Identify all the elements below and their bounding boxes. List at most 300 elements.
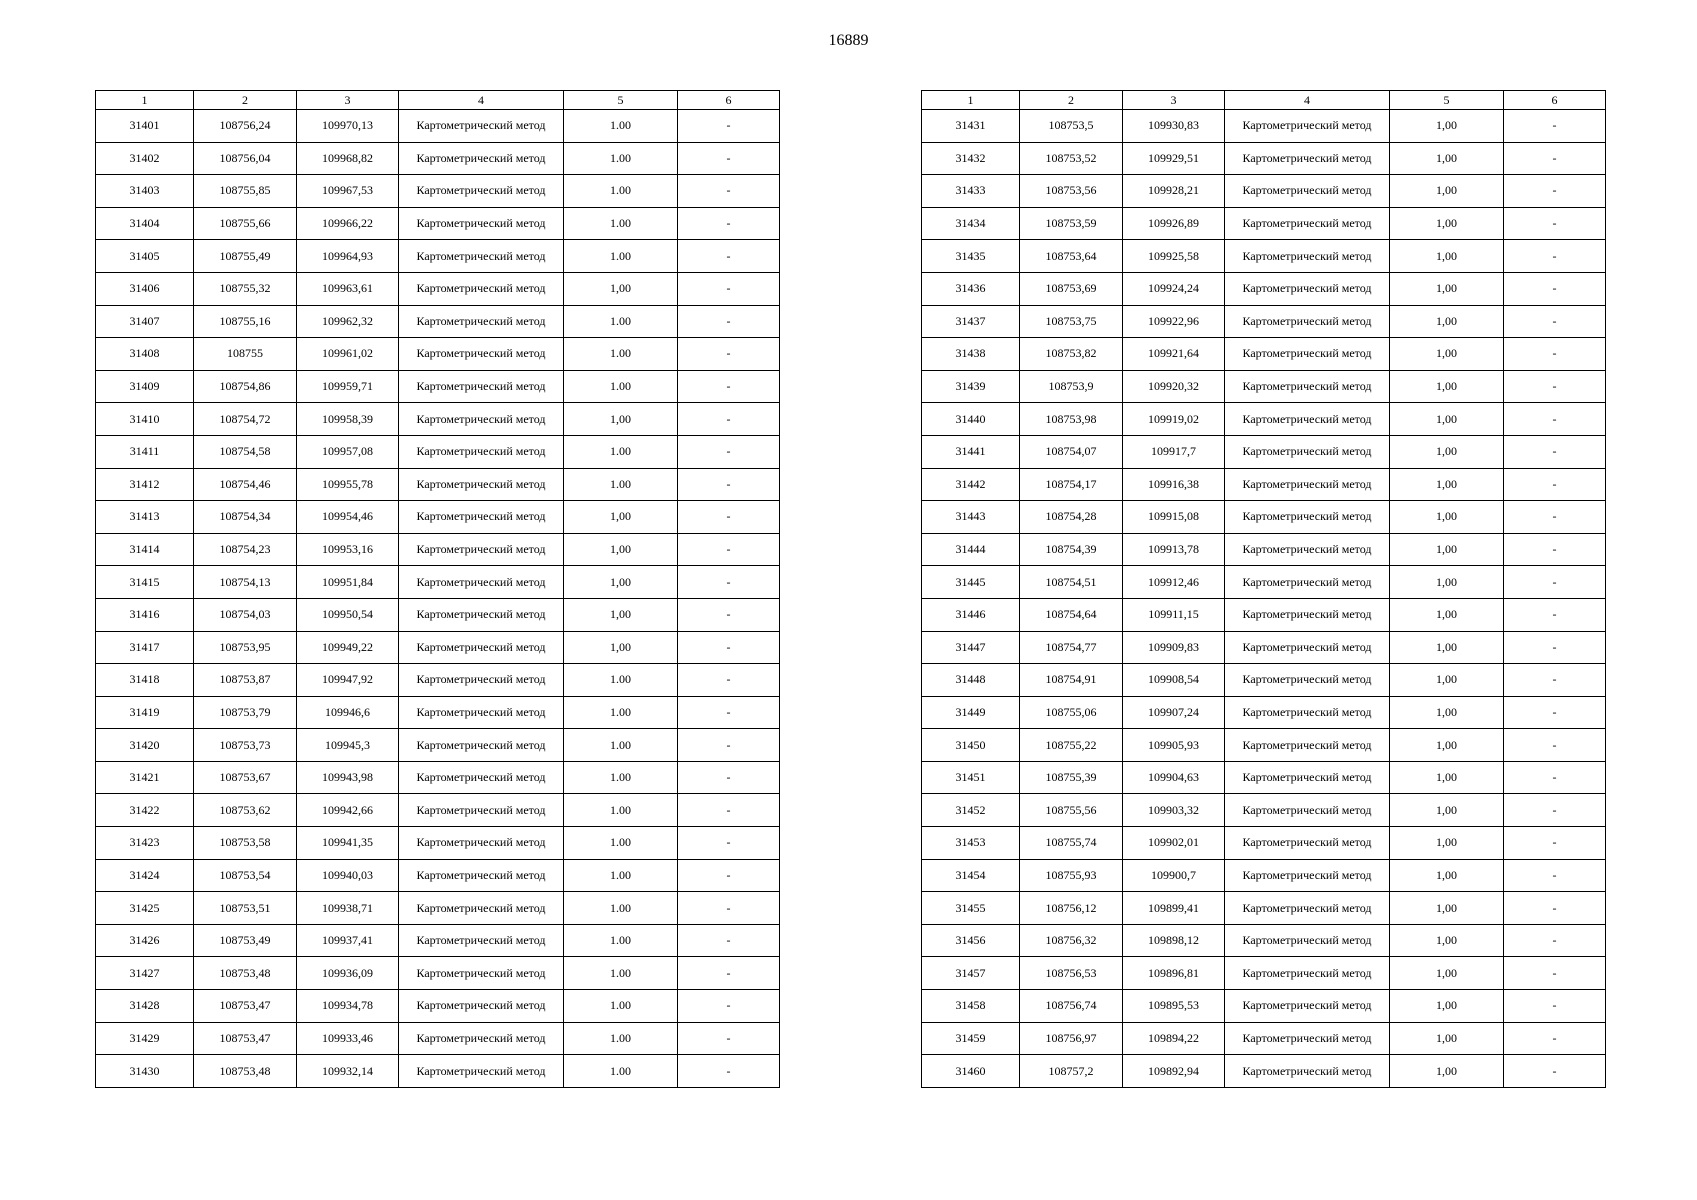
column-header-5: 5: [1390, 91, 1504, 110]
table-cell-col-6: -: [1504, 110, 1606, 143]
table-cell-col-2: 108755,93: [1020, 859, 1123, 892]
table-cell-col-2: 108754,39: [1020, 533, 1123, 566]
column-header-3: 3: [297, 91, 399, 110]
table-row: [922, 272, 1606, 305]
table-cell-col-2: 108754,03: [194, 598, 297, 631]
table-cell-col-2: 108755,85: [194, 175, 297, 208]
table-cell-col-5: 1,00: [1390, 696, 1504, 729]
table-row: [96, 175, 780, 208]
table-cell-col-1: 31438: [922, 338, 1020, 371]
table-cell-col-6: -: [678, 272, 780, 305]
table-cell-col-5: 1,00: [1390, 598, 1504, 631]
table-cell-col-5: 1,00: [564, 501, 678, 534]
table-cell-col-6: -: [1504, 957, 1606, 990]
table-cell-col-4: Картометрический метод: [1225, 924, 1390, 957]
table-cell-col-6: -: [1504, 696, 1606, 729]
table-cell-col-4: Картометрический метод: [1225, 729, 1390, 762]
table-cell-col-5: 1,00: [564, 566, 678, 599]
table-row: [96, 924, 780, 957]
table-cell-col-5: 1.00: [564, 305, 678, 338]
table-row: [922, 240, 1606, 273]
table-cell-col-4: Картометрический метод: [399, 435, 564, 468]
table-cell-col-2: 108753,9: [1020, 370, 1123, 403]
table-cell-col-4: Картометрический метод: [1225, 338, 1390, 371]
table-cell-col-3: 109958,39: [297, 403, 399, 436]
table-cell-col-3: 109954,46: [297, 501, 399, 534]
table-cell-col-2: 108754,86: [194, 370, 297, 403]
table-row: [922, 729, 1606, 762]
table-cell-col-3: 109912,46: [1123, 566, 1225, 599]
table-cell-col-5: 1,00: [1390, 305, 1504, 338]
column-header-6: 6: [1504, 91, 1606, 110]
table-row: [96, 142, 780, 175]
table-cell-col-1: 31417: [96, 631, 194, 664]
table-cell-col-4: Картометрический метод: [399, 924, 564, 957]
table-cell-col-2: 108753,58: [194, 827, 297, 860]
table-cell-col-1: 31444: [922, 533, 1020, 566]
table-cell-col-6: -: [678, 403, 780, 436]
table-cell-col-5: 1,00: [1390, 1055, 1504, 1088]
table-cell-col-4: Картометрический метод: [399, 370, 564, 403]
table-cell-col-5: 1.00: [564, 240, 678, 273]
table-cell-col-2: 108754,64: [1020, 598, 1123, 631]
table-cell-col-6: -: [678, 435, 780, 468]
table-cell-col-5: 1,00: [564, 631, 678, 664]
table-cell-col-5: 1.00: [564, 142, 678, 175]
table-row: [96, 696, 780, 729]
table-cell-col-3: 109921,64: [1123, 338, 1225, 371]
table-cell-col-2: 108756,97: [1020, 1022, 1123, 1055]
table-row: [922, 370, 1606, 403]
table-cell-col-4: Картометрический метод: [1225, 403, 1390, 436]
table-row: [96, 338, 780, 371]
table-cell-col-1: 31442: [922, 468, 1020, 501]
table-cell-col-3: 109964,93: [297, 240, 399, 273]
table-cell-col-2: 108754,72: [194, 403, 297, 436]
table-cell-col-6: -: [678, 892, 780, 925]
table-cell-col-6: -: [678, 696, 780, 729]
table-cell-col-5: 1.00: [564, 664, 678, 697]
table-cell-col-2: 108755,56: [1020, 794, 1123, 827]
table-cell-col-6: -: [678, 110, 780, 143]
table-cell-col-1: 31434: [922, 207, 1020, 240]
table-cell-col-4: Картометрический метод: [399, 142, 564, 175]
table-row: [96, 827, 780, 860]
table-cell-col-1: 31416: [96, 598, 194, 631]
table-cell-col-1: 31441: [922, 435, 1020, 468]
table-row: [96, 240, 780, 273]
table-cell-col-1: 31406: [96, 272, 194, 305]
page-number: 16889: [828, 32, 869, 49]
table-row: [922, 403, 1606, 436]
table-cell-col-1: 31408: [96, 338, 194, 371]
table-cell-col-6: -: [1504, 142, 1606, 175]
table-cell-col-6: -: [678, 305, 780, 338]
table-cell-col-3: 109940,03: [297, 859, 399, 892]
table-cell-col-3: 109967,53: [297, 175, 399, 208]
table-cell-col-4: Картометрический метод: [1225, 827, 1390, 860]
table-cell-col-6: -: [678, 859, 780, 892]
table-cell-col-5: 1,00: [1390, 142, 1504, 175]
table-cell-col-3: 109902,01: [1123, 827, 1225, 860]
table-cell-col-2: 108753,64: [1020, 240, 1123, 273]
table-cell-col-6: -: [678, 761, 780, 794]
table-cell-col-1: 31429: [96, 1022, 194, 1055]
table-cell-col-5: 1.00: [564, 990, 678, 1023]
table-cell-col-6: -: [1504, 1055, 1606, 1088]
table-row: [96, 794, 780, 827]
table-cell-col-2: 108753,87: [194, 664, 297, 697]
table-cell-col-5: 1.00: [564, 729, 678, 762]
table-row: [96, 272, 780, 305]
table-cell-col-3: 109909,83: [1123, 631, 1225, 664]
table-row: [96, 207, 780, 240]
table-cell-col-1: 31459: [922, 1022, 1020, 1055]
table-cell-col-5: 1,00: [1390, 1022, 1504, 1055]
table-cell-col-6: -: [1504, 761, 1606, 794]
table-cell-col-3: 109970,13: [297, 110, 399, 143]
table-cell-col-1: 31432: [922, 142, 1020, 175]
table-cell-col-5: 1,00: [1390, 924, 1504, 957]
table-cell-col-2: 108755,06: [1020, 696, 1123, 729]
table-cell-col-3: 109894,22: [1123, 1022, 1225, 1055]
table-cell-col-6: -: [678, 664, 780, 697]
table-row: [96, 598, 780, 631]
table-cell-col-1: 31435: [922, 240, 1020, 273]
table-row: [922, 827, 1606, 860]
table-cell-col-5: 1,00: [1390, 370, 1504, 403]
table-cell-col-2: 108756,32: [1020, 924, 1123, 957]
table-cell-col-1: 31418: [96, 664, 194, 697]
table-cell-col-1: 31413: [96, 501, 194, 534]
table-cell-col-3: 109962,32: [297, 305, 399, 338]
table-cell-col-3: 109907,24: [1123, 696, 1225, 729]
table-cell-col-6: -: [1504, 1022, 1606, 1055]
table-cell-col-6: -: [1504, 305, 1606, 338]
table-cell-col-4: Картометрический метод: [399, 729, 564, 762]
column-header-6: 6: [678, 91, 780, 110]
table-cell-col-3: 109946,6: [297, 696, 399, 729]
table-cell-col-3: 109913,78: [1123, 533, 1225, 566]
table-cell-col-2: 108756,04: [194, 142, 297, 175]
table-cell-col-2: 108753,52: [1020, 142, 1123, 175]
table-cell-col-2: 108753,69: [1020, 272, 1123, 305]
table-cell-col-5: 1.00: [564, 468, 678, 501]
table-cell-col-6: -: [1504, 990, 1606, 1023]
table-cell-col-6: -: [1504, 566, 1606, 599]
table-cell-col-1: 31421: [96, 761, 194, 794]
table-cell-col-1: 31426: [96, 924, 194, 957]
table-cell-col-3: 109898,12: [1123, 924, 1225, 957]
table-cell-col-3: 109955,78: [297, 468, 399, 501]
table-cell-col-4: Картометрический метод: [399, 957, 564, 990]
column-header-4: 4: [399, 91, 564, 110]
table-cell-col-4: Картометрический метод: [1225, 533, 1390, 566]
table-cell-col-5: 1.00: [564, 435, 678, 468]
table-row: [922, 924, 1606, 957]
table-cell-col-3: 109926,89: [1123, 207, 1225, 240]
table-cell-col-3: 109892,94: [1123, 1055, 1225, 1088]
table-cell-col-4: Картометрический метод: [399, 892, 564, 925]
table-cell-col-1: 31420: [96, 729, 194, 762]
table-row: [922, 207, 1606, 240]
table-cell-col-4: Картометрический метод: [1225, 892, 1390, 925]
table-cell-col-5: 1.00: [564, 207, 678, 240]
table-row: [96, 729, 780, 762]
table-cell-col-5: 1.00: [564, 696, 678, 729]
table-cell-col-3: 109920,32: [1123, 370, 1225, 403]
table-row: [96, 566, 780, 599]
table-cell-col-5: 1.00: [564, 957, 678, 990]
table-cell-col-4: Картометрический метод: [399, 696, 564, 729]
table-cell-col-5: 1,00: [1390, 957, 1504, 990]
table-row: [96, 859, 780, 892]
table-cell-col-1: 31452: [922, 794, 1020, 827]
table-cell-col-5: 1.00: [564, 370, 678, 403]
table-cell-col-4: Картометрический метод: [1225, 664, 1390, 697]
table-row: [96, 533, 780, 566]
table-cell-col-3: 109930,83: [1123, 110, 1225, 143]
table-cell-col-2: 108754,34: [194, 501, 297, 534]
table-cell-col-1: 31450: [922, 729, 1020, 762]
table-cell-col-6: -: [678, 729, 780, 762]
table-cell-col-6: -: [1504, 631, 1606, 664]
table-cell-col-2: 108757,2: [1020, 1055, 1123, 1088]
table-cell-col-4: Картометрический метод: [399, 403, 564, 436]
table-cell-col-6: -: [678, 957, 780, 990]
table-cell-col-6: -: [678, 990, 780, 1023]
table-cell-col-5: 1.00: [564, 794, 678, 827]
table-cell-col-5: 1.00: [564, 827, 678, 860]
table-row: [922, 859, 1606, 892]
table-cell-col-5: 1.00: [564, 110, 678, 143]
table-cell-col-4: Картометрический метод: [1225, 761, 1390, 794]
table-cell-col-3: 109951,84: [297, 566, 399, 599]
table-cell-col-6: -: [678, 468, 780, 501]
column-header-2: 2: [1020, 91, 1123, 110]
table-cell-col-3: 109966,22: [297, 207, 399, 240]
table-cell-col-4: Картометрический метод: [399, 338, 564, 371]
table-cell-col-3: 109934,78: [297, 990, 399, 1023]
table-row: [922, 501, 1606, 534]
table-cell-col-5: 1,00: [1390, 501, 1504, 534]
table-cell-col-6: -: [678, 598, 780, 631]
table-cell-col-6: -: [1504, 924, 1606, 957]
table-cell-col-6: -: [1504, 533, 1606, 566]
table-cell-col-2: 108753,48: [194, 957, 297, 990]
table-cell-col-4: Картометрический метод: [399, 566, 564, 599]
table-cell-col-6: -: [678, 827, 780, 860]
table-cell-col-1: 31414: [96, 533, 194, 566]
table-row: [96, 403, 780, 436]
table-cell-col-4: Картометрический метод: [1225, 501, 1390, 534]
table-cell-col-4: Картометрический метод: [399, 533, 564, 566]
column-header-2: 2: [194, 91, 297, 110]
table-cell-col-4: Картометрический метод: [399, 990, 564, 1023]
coordinates-table-right: [921, 90, 1606, 1088]
table-cell-col-1: 31456: [922, 924, 1020, 957]
table-cell-col-1: 31427: [96, 957, 194, 990]
table-cell-col-4: Картометрический метод: [399, 207, 564, 240]
table-cell-col-5: 1.00: [564, 859, 678, 892]
table-cell-col-3: 109936,09: [297, 957, 399, 990]
table-row: [922, 761, 1606, 794]
table-row: [922, 957, 1606, 990]
table-cell-col-3: 109899,41: [1123, 892, 1225, 925]
column-header-1: 1: [96, 91, 194, 110]
table-cell-col-4: Картометрический метод: [399, 240, 564, 273]
table-cell-col-4: Картометрический метод: [399, 272, 564, 305]
table-cell-col-2: 108753,62: [194, 794, 297, 827]
table-row: [922, 533, 1606, 566]
table-cell-col-4: Картометрический метод: [1225, 272, 1390, 305]
table-cell-col-5: 1,00: [1390, 631, 1504, 664]
table-cell-col-2: 108753,73: [194, 729, 297, 762]
table-cell-col-1: 31454: [922, 859, 1020, 892]
table-cell-col-4: Картометрический метод: [399, 305, 564, 338]
table-cell-col-5: 1.00: [564, 338, 678, 371]
table-cell-col-1: 31415: [96, 566, 194, 599]
table-cell-col-5: 1,00: [564, 403, 678, 436]
table-cell-col-6: -: [1504, 794, 1606, 827]
table-cell-col-2: 108753,48: [194, 1055, 297, 1088]
table-cell-col-1: 31436: [922, 272, 1020, 305]
table-cell-col-5: 1,00: [1390, 175, 1504, 208]
table-cell-col-4: Картометрический метод: [1225, 1022, 1390, 1055]
table-row: [922, 990, 1606, 1023]
table-cell-col-4: Картометрический метод: [399, 761, 564, 794]
table-cell-col-3: 109922,96: [1123, 305, 1225, 338]
table-cell-col-1: 31455: [922, 892, 1020, 925]
table-cell-col-3: 109916,38: [1123, 468, 1225, 501]
table-cell-col-3: 109908,54: [1123, 664, 1225, 697]
table-row: [96, 990, 780, 1023]
table-cell-col-2: 108754,28: [1020, 501, 1123, 534]
table-cell-col-5: 1,00: [1390, 435, 1504, 468]
column-header-5: 5: [564, 91, 678, 110]
table-cell-col-4: Картометрический метод: [1225, 207, 1390, 240]
table-cell-col-2: 108756,12: [1020, 892, 1123, 925]
table-cell-col-1: 31451: [922, 761, 1020, 794]
table-cell-col-2: 108755,74: [1020, 827, 1123, 860]
table-cell-col-6: -: [1504, 468, 1606, 501]
table-cell-col-5: 1,00: [1390, 859, 1504, 892]
table-body: [96, 110, 780, 1088]
table-cell-col-6: -: [1504, 598, 1606, 631]
table-cell-col-3: 109895,53: [1123, 990, 1225, 1023]
column-header-4: 4: [1225, 91, 1390, 110]
table-cell-col-1: 31423: [96, 827, 194, 860]
table-row: [96, 631, 780, 664]
table-cell-col-6: -: [678, 1022, 780, 1055]
table-cell-col-4: Картометрический метод: [399, 175, 564, 208]
table-cell-col-6: -: [678, 501, 780, 534]
table-row: [96, 110, 780, 143]
table-cell-col-4: Картометрический метод: [1225, 468, 1390, 501]
table-cell-col-4: Картометрический метод: [1225, 370, 1390, 403]
table-row: [922, 892, 1606, 925]
table-cell-col-1: 31446: [922, 598, 1020, 631]
table-cell-col-2: 108753,67: [194, 761, 297, 794]
table-cell-col-1: 31407: [96, 305, 194, 338]
table-row: [96, 435, 780, 468]
table-cell-col-2: 108753,79: [194, 696, 297, 729]
table-cell-col-3: 109950,54: [297, 598, 399, 631]
table-cell-col-4: Картометрический метод: [399, 631, 564, 664]
table-cell-col-2: 108753,49: [194, 924, 297, 957]
table-cell-col-2: 108755,32: [194, 272, 297, 305]
table-cell-col-1: 31411: [96, 435, 194, 468]
table-cell-col-4: Картометрический метод: [1225, 859, 1390, 892]
table-cell-col-3: 109928,21: [1123, 175, 1225, 208]
column-header-1: 1: [922, 91, 1020, 110]
table-cell-col-1: 31402: [96, 142, 194, 175]
table-cell-col-5: 1,00: [1390, 827, 1504, 860]
table-cell-col-4: Картометрический метод: [399, 468, 564, 501]
table-cell-col-6: -: [1504, 435, 1606, 468]
table-row: [96, 892, 780, 925]
table-cell-col-2: 108756,74: [1020, 990, 1123, 1023]
table-cell-col-3: 109961,02: [297, 338, 399, 371]
table-row: [922, 338, 1606, 371]
table-cell-col-3: 109925,58: [1123, 240, 1225, 273]
table-cell-col-5: 1,00: [1390, 403, 1504, 436]
table-cell-col-6: -: [678, 207, 780, 240]
table-cell-col-5: 1,00: [1390, 761, 1504, 794]
table-row: [96, 1055, 780, 1088]
table-cell-col-2: 108753,75: [1020, 305, 1123, 338]
table-cell-col-4: Картометрический метод: [1225, 957, 1390, 990]
table-cell-col-3: 109941,35: [297, 827, 399, 860]
table-cell-col-2: 108753,47: [194, 1022, 297, 1055]
table-row: [96, 468, 780, 501]
table-cell-col-3: 109942,66: [297, 794, 399, 827]
table-cell-col-2: 108753,47: [194, 990, 297, 1023]
table-cell-col-1: 31433: [922, 175, 1020, 208]
table-cell-col-3: 109903,32: [1123, 794, 1225, 827]
table-cell-col-4: Картометрический метод: [1225, 142, 1390, 175]
table-cell-col-1: 31437: [922, 305, 1020, 338]
table-cell-col-4: Картометрический метод: [399, 827, 564, 860]
table-row: [96, 1022, 780, 1055]
table-cell-col-1: 31431: [922, 110, 1020, 143]
table-cell-col-3: 109915,08: [1123, 501, 1225, 534]
table-cell-col-5: 1,00: [564, 533, 678, 566]
table-row: [96, 370, 780, 403]
table-cell-col-5: 1,00: [1390, 240, 1504, 273]
table-cell-col-2: 108755,39: [1020, 761, 1123, 794]
table-cell-col-4: Картометрический метод: [399, 859, 564, 892]
table-cell-col-1: 31404: [96, 207, 194, 240]
table-cell-col-5: 1,00: [1390, 566, 1504, 599]
table-cell-col-5: 1.00: [564, 761, 678, 794]
table-cell-col-1: 31419: [96, 696, 194, 729]
table-cell-col-6: -: [1504, 501, 1606, 534]
table-cell-col-3: 109959,71: [297, 370, 399, 403]
table-cell-col-2: 108753,82: [1020, 338, 1123, 371]
table-cell-col-3: 109943,98: [297, 761, 399, 794]
table-cell-col-2: 108753,95: [194, 631, 297, 664]
table-cell-col-3: 109945,3: [297, 729, 399, 762]
table-row: [922, 468, 1606, 501]
table-cell-col-6: -: [1504, 240, 1606, 273]
table-cell-col-4: Картометрический метод: [399, 598, 564, 631]
table-cell-col-2: 108754,07: [1020, 435, 1123, 468]
table-cell-col-4: Картометрический метод: [1225, 305, 1390, 338]
table-cell-col-6: -: [1504, 859, 1606, 892]
table-cell-col-4: Картометрический метод: [1225, 631, 1390, 664]
table-cell-col-1: 31449: [922, 696, 1020, 729]
